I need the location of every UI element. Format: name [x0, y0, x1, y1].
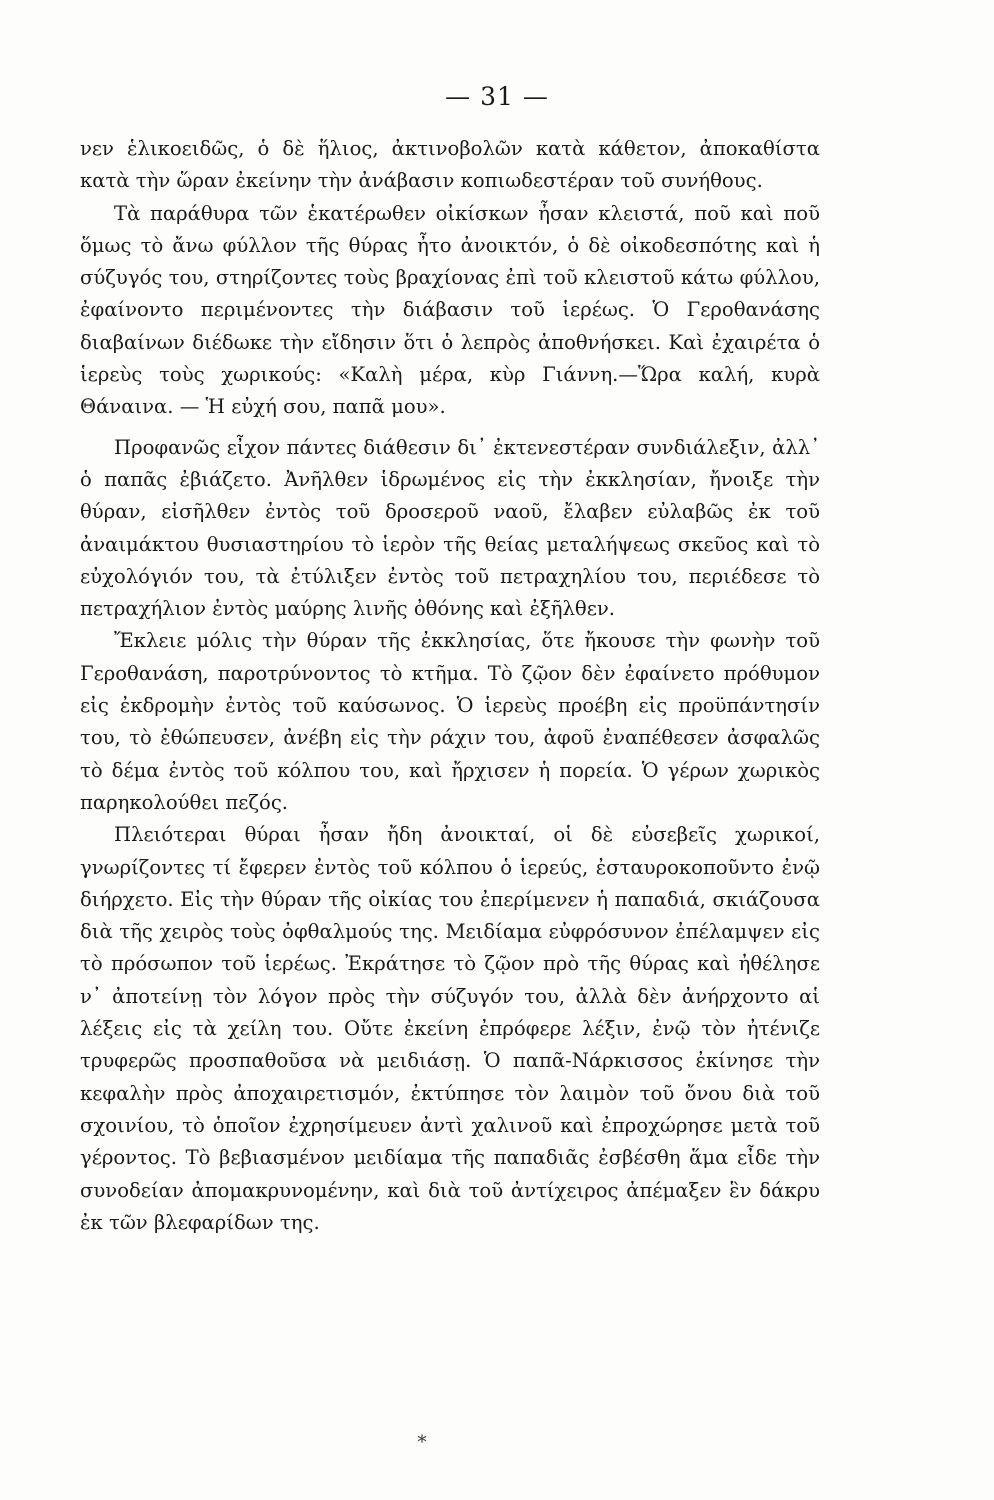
paragraph-2: Τὰ παράθυρα τῶν ἑκατέρωθεν οἰκίσκων ἦσαν κλειστά, ποῦ καὶ ποῦ ὅμως τὸ ἄνω φύλλον τῆς θύρας ἦτο ἀνοικτόν, ὁ δὲ οἰκοδεσπότης καὶ ἡ σύζυγός του, στηρίζοντες τοὺς βραχίονας ἐπὶ τοῦ κλειστοῦ κάτω φύλλου, ἐφαίνοντο περιμένοντες τὴν διάβασιν τοῦ ἱερέως. Ὁ Γεροθανάσης διαβαίνων διέδωκε τὴν εἴδησιν ὅτι ὁ λεπρὸς ἀποθνήσκει. Καὶ ἐχαιρέτα ὁ ἱερεὺς τοὺς χωρικούς: «Καλὴ μέρα, κὺρ Γιάννη.—Ὥρα καλή, κυρὰ Θάναινα. — Ἡ εὐχή σου, παπᾶ μου». [80, 201, 820, 419]
paragraph-4: Ἔκλειε μόλις τὴν θύραν τῆς ἐκκλησίας, ὅτε ἤκουσε τὴν φωνὴν τοῦ Γεροθανάση, παροτρύνοντος τὸ κτῆμα. Τὸ ζῷον δὲν ἐφαίνετο πρόθυμον εἰς ἐκδρομὴν ἐντὸς τοῦ καύσωνος. Ὁ ἱερεὺς προέβη εἰς προϋπάντησίν του, τὸ ἐθώπευσεν, ἀνέβη εἰς τὴν ράχιν του, ἀφοῦ ἐναπέθεσεν ἀσφαλῶς τὸ δέμα ἐντὸς τοῦ κόλπου του, καὶ ἤρχισεν ἡ πορεία. Ὁ γέρων χωρικὸς παρηκολούθει πεζός. [80, 629, 820, 814]
paragraph-1: νεν ἑλικοειδῶς, ὁ δὲ ἥλιος, ἀκτινοβολῶν κατὰ κάθετον, ἀποκαθίστα κατὰ τὴν ὥραν ἐκείνην τὴν ἀνάβασιν κοπιωδεστέραν τοῦ συνήθους. [80, 137, 820, 193]
body-text [80, 133, 820, 1239]
page-number: — 31 — [445, 82, 549, 111]
section-separator: * [417, 1432, 427, 1453]
paragraph-3: Προφανῶς εἶχον πάντες διάθεσιν δι᾿ ἐκτενεστέραν συνδιάλεξιν, ἀλλ᾿ ὁ παπᾶς ἐβιάζετο. Ἀνῆλθεν ἱδρωμένος εἰς τὴν ἐκκλησίαν, ἤνοιξε τὴν θύραν, εἰσῆλθεν ἐντὸς τοῦ δροσεροῦ ναοῦ, ἔλαβεν εὐλαβῶς ἐκ τοῦ ἀναιμάκτου θυσιαστηρίου τὸ ἱερὸν τῆς θείας μεταλήψεως σκεῦος καὶ τὸ εὐχολόγιόν του, τὰ ἐτύλιξεν ἐντὸς τοῦ πετραχηλίου του, περιέδεσε τὸ πετραχήλιον ἐντὸς μαύρης λινῆς ὀθόνης καὶ ἐξῆλθεν. [80, 435, 820, 621]
paragraph-5: Πλειότεραι θύραι ἦσαν ἤδη ἀνοικταί, οἱ δὲ εὐσεβεῖς χωρικοί, γνωρίζοντες τί ἔφερεν ἐντὸς τοῦ κόλπου ὁ ἱερεύς, ἐσταυροκοποῦντο ἐνῷ διήρχετο. Εἰς τὴν θύραν τῆς οἰκίας του ἐπερίμενεν ἡ παπαδιά, σκιάζουσα διὰ τῆς χειρὸς τοὺς ὀφθαλμούς της. Μειδίαμα εὐφρόσυνον ἐπέλαμψεν εἰς τὸ πρόσωπον τοῦ ἱερέως. Ἐκράτησε τὸ ζῷον πρὸ τῆς θύρας καὶ ἠθέλησε ν᾿ ἀποτείνῃ τὸν λόγον πρὸς τὴν σύζυγόν του, ἀλλὰ δὲν ἀνήρχοντο αἱ λέξεις εἰς τὰ χείλη του. Οὔτε ἐκείνη ἐπρόφερε λέξιν, ἐνῷ τὸν ἠτένιζε τρυφερῶς προσπαθοῦσα νὰ μειδιάσῃ. Ὁ παπᾶ-Νάρκισσος ἐκίνησε τὴν κεφαλὴν πρὸς ἀποχαιρετισμόν, ἐκτύπησε τὸν λαιμὸν τοῦ ὄνου διὰ τοῦ σχοινίου, τὸ ὁποῖον ἐχρησίμευεν ἀντὶ χαλινοῦ καὶ ἐπροχώρησε μετὰ τοῦ γέροντος. Τὸ βεβιασμένον μειδίαμα τῆς παπαδιᾶς ἐσβέσθη ἅμα εἶδε τὴν συνοδείαν ἀπομακρυνομένην, καὶ διὰ τοῦ ἀντίχειρος ἀπέμαξεν ἓν δάκρυ ἐκ τῶν βλεφαρίδων της. [80, 823, 820, 1234]
